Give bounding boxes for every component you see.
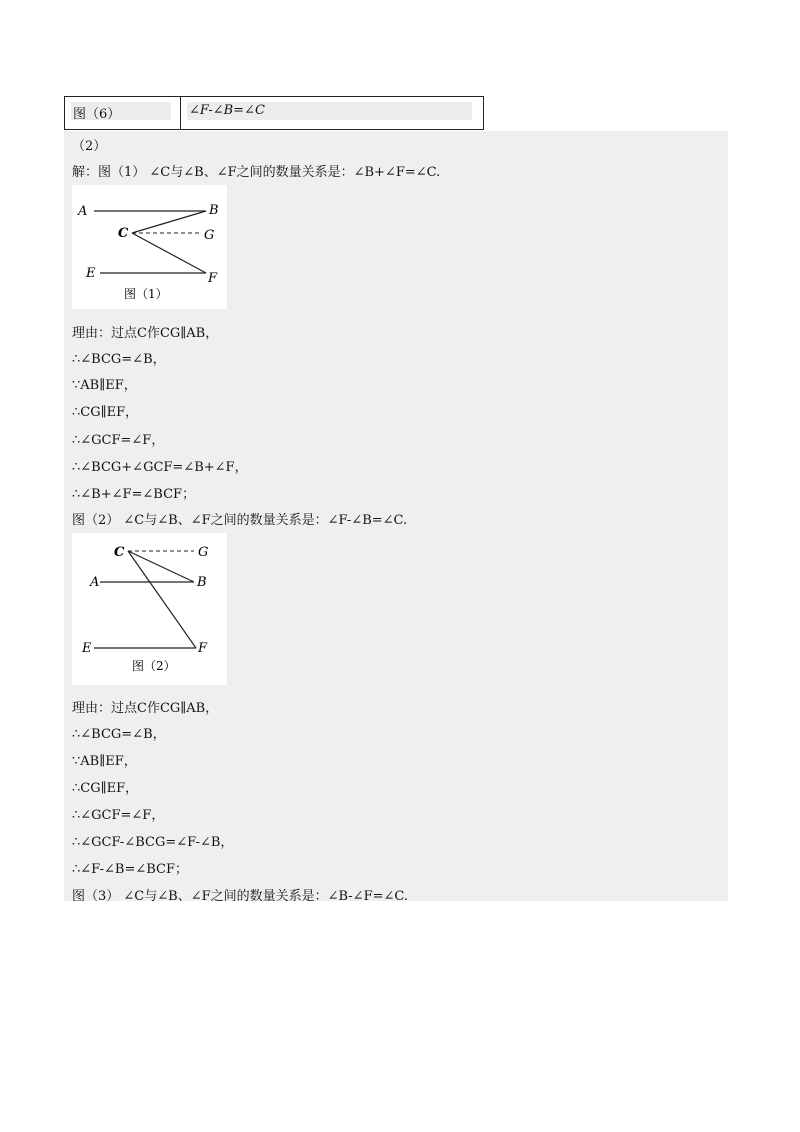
solution-line: 图（2） ∠C与∠B、∠F之间的数量关系是：∠F-∠B=∠C. <box>72 513 408 528</box>
table-cell-relation-text: ∠F-∠B=∠C <box>189 103 265 118</box>
solution-block <box>64 131 728 904</box>
label-a: A <box>78 204 88 219</box>
label-f: F <box>198 641 208 656</box>
part-label: （2） <box>72 139 107 154</box>
label-c: C <box>114 545 125 560</box>
solution-line: ∴∠BCG=∠B， <box>72 727 166 742</box>
label-b: B <box>209 203 219 218</box>
line-cf <box>132 233 206 273</box>
line-cb <box>128 551 194 582</box>
label-a: A <box>90 575 100 590</box>
figure-2 <box>72 533 227 685</box>
solution-line: ∵AB∥EF， <box>72 754 137 769</box>
solution-line: ∵AB∥EF， <box>72 378 137 393</box>
table-cell-relation <box>181 97 483 129</box>
solution-line: ∴∠B+∠F=∠BCF； <box>72 487 196 502</box>
solution-line: ∴∠GCF=∠F， <box>72 808 165 823</box>
label-g: G <box>204 228 215 243</box>
solution-line: 理由：过点C作CG∥AB， <box>72 701 219 716</box>
solution-line: ∴∠GCF-∠BCG=∠F-∠B， <box>72 835 234 850</box>
figure-2-diagram <box>72 533 227 685</box>
label-g: G <box>198 545 209 560</box>
answer-table <box>64 96 484 130</box>
figure-1-caption: 图（1） <box>124 287 168 301</box>
label-f: F <box>208 271 218 286</box>
label-b: B <box>197 575 207 590</box>
figure-1-diagram <box>72 185 227 309</box>
table-cell-figure-text: 图（6） <box>73 107 121 122</box>
label-e: E <box>82 641 92 656</box>
label-c: C <box>118 226 129 241</box>
solution-line: ∴∠BCG+∠GCF=∠B+∠F， <box>72 460 248 475</box>
solution-line: ∴∠BCG=∠B， <box>72 352 166 367</box>
table-cell-figure <box>65 97 181 129</box>
solution-line: ∴CG∥EF， <box>72 781 139 796</box>
solution-line: ∴∠GCF=∠F， <box>72 433 165 448</box>
solution-line: ∴∠F-∠B=∠BCF； <box>72 862 188 877</box>
figure-2-caption: 图（2） <box>132 659 176 673</box>
solution-line: 解：图（1） ∠C与∠B、∠F之间的数量关系是：∠B+∠F=∠C. <box>72 165 441 180</box>
solution-line: 图（3） ∠C与∠B、∠F之间的数量关系是：∠B-∠F=∠C. <box>72 889 408 904</box>
line-cf <box>128 551 196 648</box>
label-e: E <box>86 266 96 281</box>
figure-1 <box>72 185 227 309</box>
line-cb <box>132 211 206 233</box>
solution-line: ∴CG∥EF， <box>72 405 139 420</box>
solution-line: 理由：过点C作CG∥AB， <box>72 326 219 341</box>
